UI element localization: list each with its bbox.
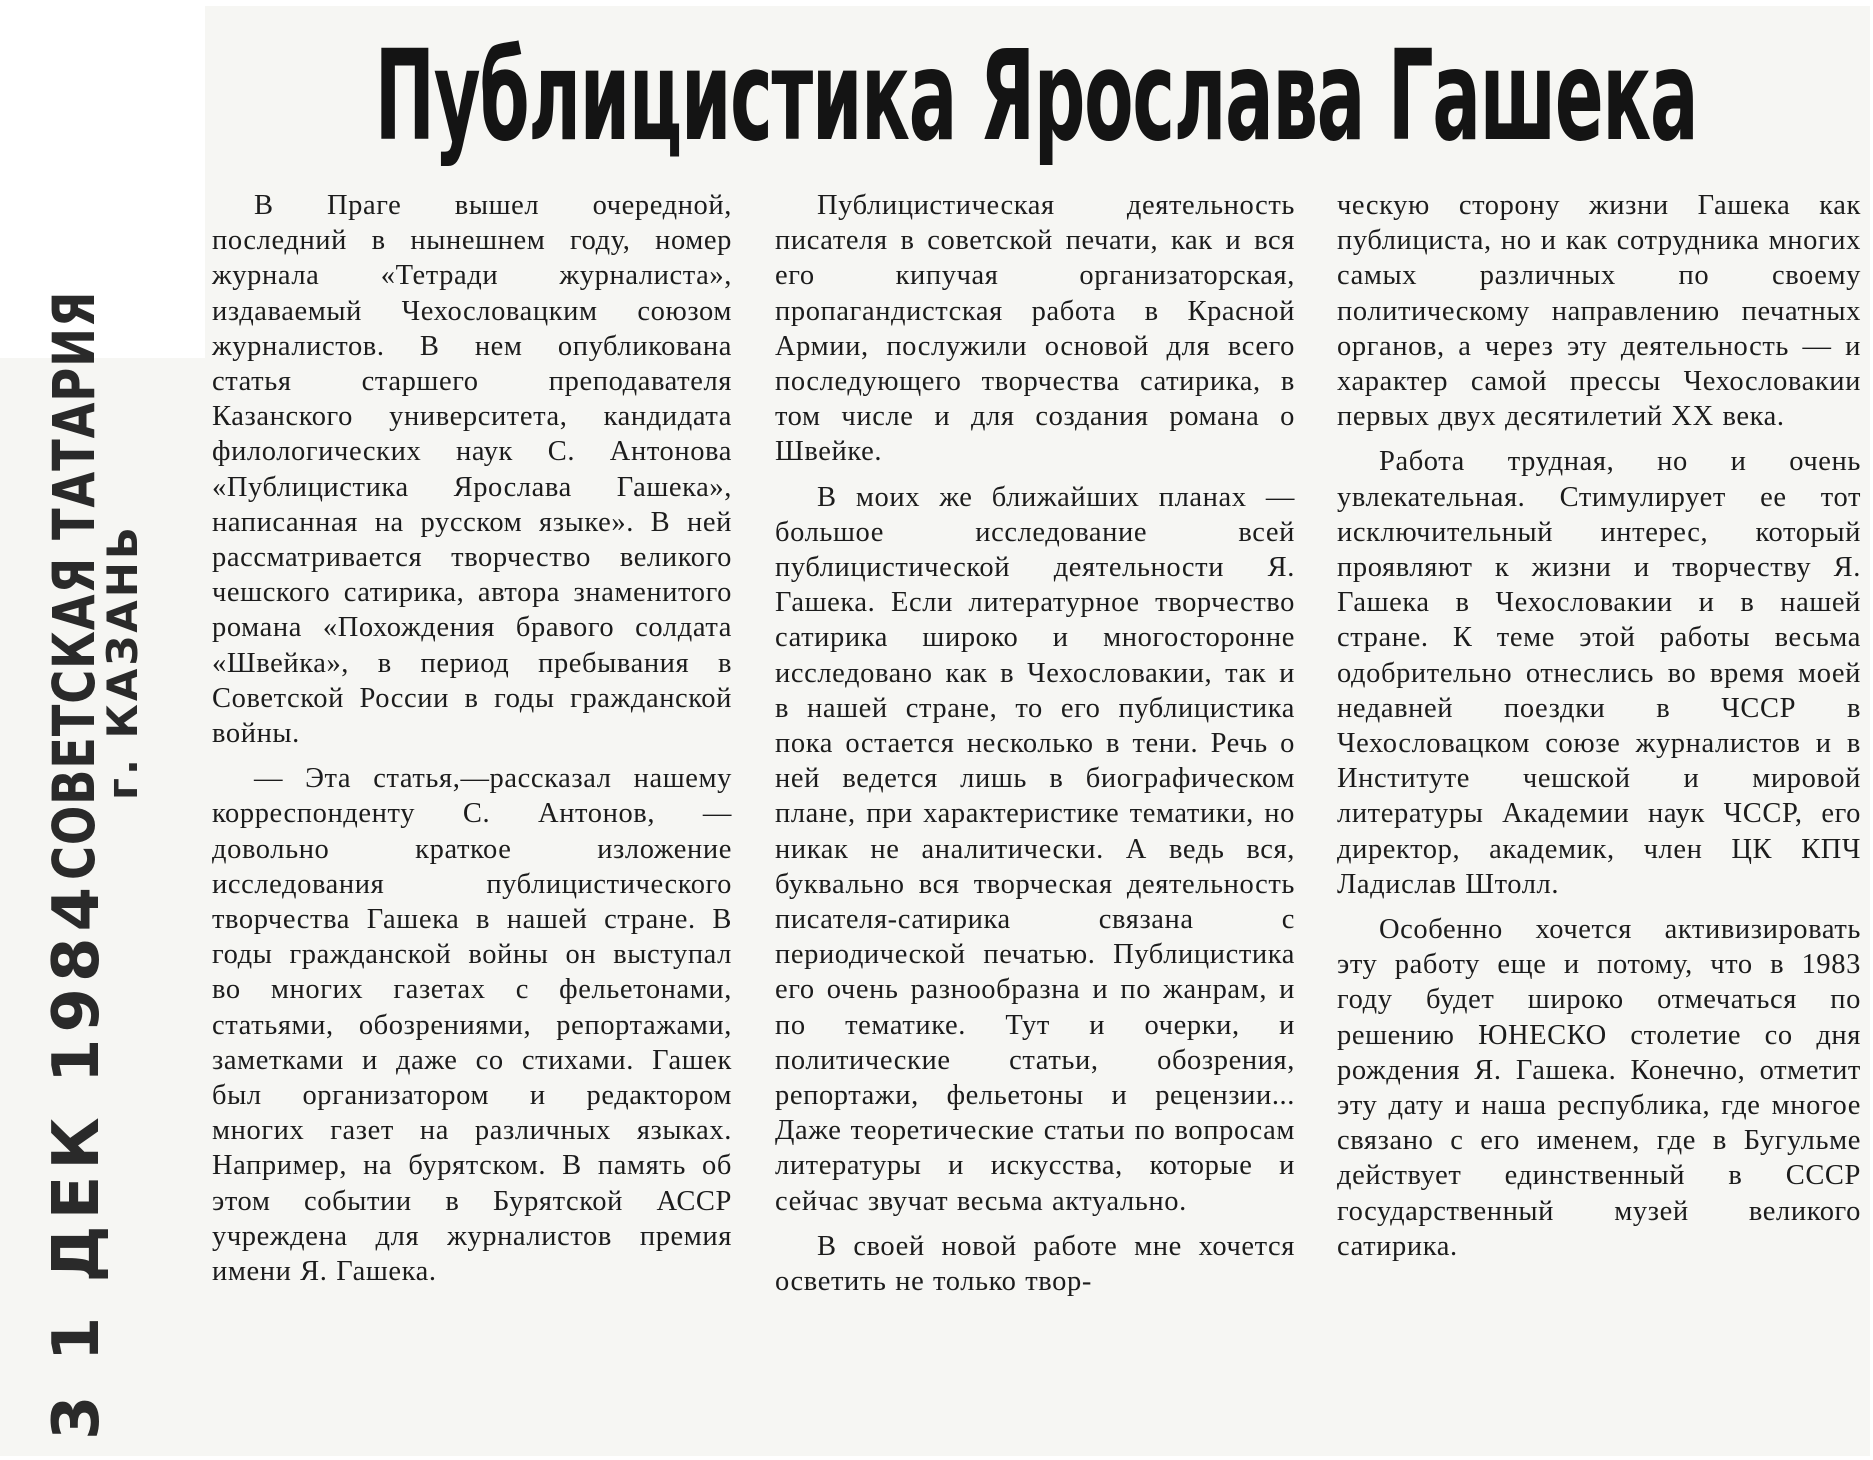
paragraph: Работа трудная, но и очень увлекательная. Стимулирует ее тот исключительный интерес, который проявляют к жизни и творчеству Я. Гашека в Чехословакии и в нашей стране. К теме этой работы весьма одобрительно отнеслись во время моей недавней поездки в ЧССР в Чехословацком союзе журналистов и в Институте чешской и мировой литературы Академии наук ЧССР, его директор, академик, член ЦК КПЧ Ладислав Штолл. bbox=[1337, 446, 1861, 900]
stamp-date: 3 1 ДЕК 1984 bbox=[40, 880, 114, 1440]
stamp-city: г. КАЗАНЬ bbox=[98, 524, 147, 800]
paragraph: Особенно хочется активизировать эту работу еще и потому, что в 1983 году будет широко отмечаться по решению ЮНЕСКО столетие со дня рождения Я. Гашека. Конечно, отметит эту дату и наша республика, где многое связано с его именем, где в Бугульме действует единственный в СССР государственный музей великого сатирика. bbox=[1337, 914, 1861, 1262]
stamp-newspaper-name: СОВЕТСКАЯ ТАТАРИЯ bbox=[40, 290, 108, 880]
article-column-2 bbox=[775, 188, 1295, 1299]
headline-container bbox=[212, 16, 1860, 176]
paragraph: В моих же ближайших планах — большое исследование всей публицистической деятельности Я. Гашека. Если литературное творчество сатирика широко и многосторонне исследовано как в Чехословакии, так и в нашей стране, то его публицистика пока остается несколько в тени. Речь о ней ведется лишь в биографическом плане, при характеристике тематики, но никак не аналитически. А ведь вся, буквально вся творческая деятельность писателя-сатирика связана с периодической печатью. Публицистика его очень разнообразна и по жанрам, и по тематике. Тут и очерки, и политические статьи, обозрения, репортажи, фельетоны и рецензии... Даже теоретические статьи по вопросам литературы и искусства, которые и сейчас звучат весьма актуально. bbox=[775, 481, 1295, 1217]
paragraph: В Праге вышел очередной, последний в нынешнем году, номер журнала «Тетради журналиста», издаваемый Чехословацким союзом журналистов. В нем опубликована статья старшего преподавателя Казанского университета, кандидата филологических наук С. Антонова «Публицистика Ярослава Гашека», написанная на русском языке». В ней рассматривается творчество великого чешского сатирика, автора знаменитого романа «Похождения бравого солдата «Швейка», в период пребывания в Советской России в годы гражданской войны. bbox=[212, 190, 732, 750]
article-column-1 bbox=[212, 188, 732, 1289]
paragraph: В своей новой работе мне хочется осветить не только твор- bbox=[775, 1230, 1295, 1298]
paragraph: ческую сторону жизни Гашека как публициста, но и как сотрудника многих самых различных по своему политическому направлению печатных органов, а через эту деятельность — и характер самой прессы Чехословакии первых двух десятилетий XX века. bbox=[1337, 190, 1861, 433]
archive-stamp bbox=[40, 290, 150, 1440]
article-column-3 bbox=[1337, 188, 1861, 1264]
paragraph: Публицистическая деятельность писателя в советской печати, как и вся его кипучая организаторская, пропагандистская работа в Красной Армии, послужили основой для всего последующего творчества сатирика, в том числе и для создания романа о Швейке. bbox=[775, 190, 1295, 468]
paragraph: — Эта статья,—рассказал нашему корреспонденту С. Антонов, — довольно краткое изложение исследования публицистического творчества Гашека в нашей стране. В годы гражданской войны он выступал во многих газетах с фельетонами, статьями, обозрениями, репортажами, заметками и даже со стихами. Гашек был организатором и редактором многих газет на различных языках. Например, на бурятском. В память об этом событии в Бурятской АССР учреждена для журналистов премия имени Я. Гашека. bbox=[212, 763, 732, 1288]
headline: Публицистика Ярослава Гашека bbox=[374, 23, 1698, 169]
